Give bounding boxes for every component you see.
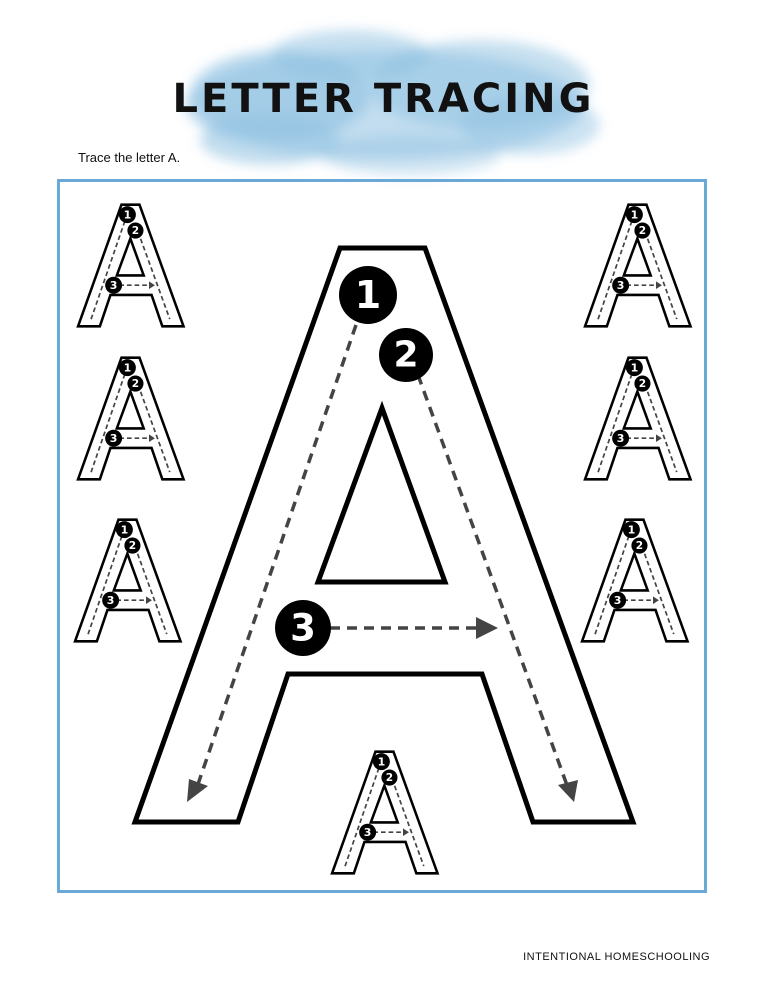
stroke-1-guide xyxy=(196,325,356,790)
small-letter-a xyxy=(330,750,440,875)
letter-a-outline xyxy=(135,248,633,822)
stroke-1-number: 1 xyxy=(354,273,382,317)
small-letter-a xyxy=(76,203,186,328)
stroke-3-number: 3 xyxy=(290,606,316,650)
small-letter-a xyxy=(76,356,186,481)
big-letter-a xyxy=(130,240,640,830)
footer-brand: INTENTIONAL HOMESCHOOLING xyxy=(523,951,710,963)
instruction-text: Trace the letter A. xyxy=(78,150,181,165)
page-title: LETTER TRACING xyxy=(172,76,595,122)
small-letter-a xyxy=(583,203,693,328)
small-letter-a xyxy=(73,518,183,643)
small-letter-a xyxy=(580,518,690,643)
small-letter-a xyxy=(583,356,693,481)
stroke-2-number: 2 xyxy=(393,334,419,376)
